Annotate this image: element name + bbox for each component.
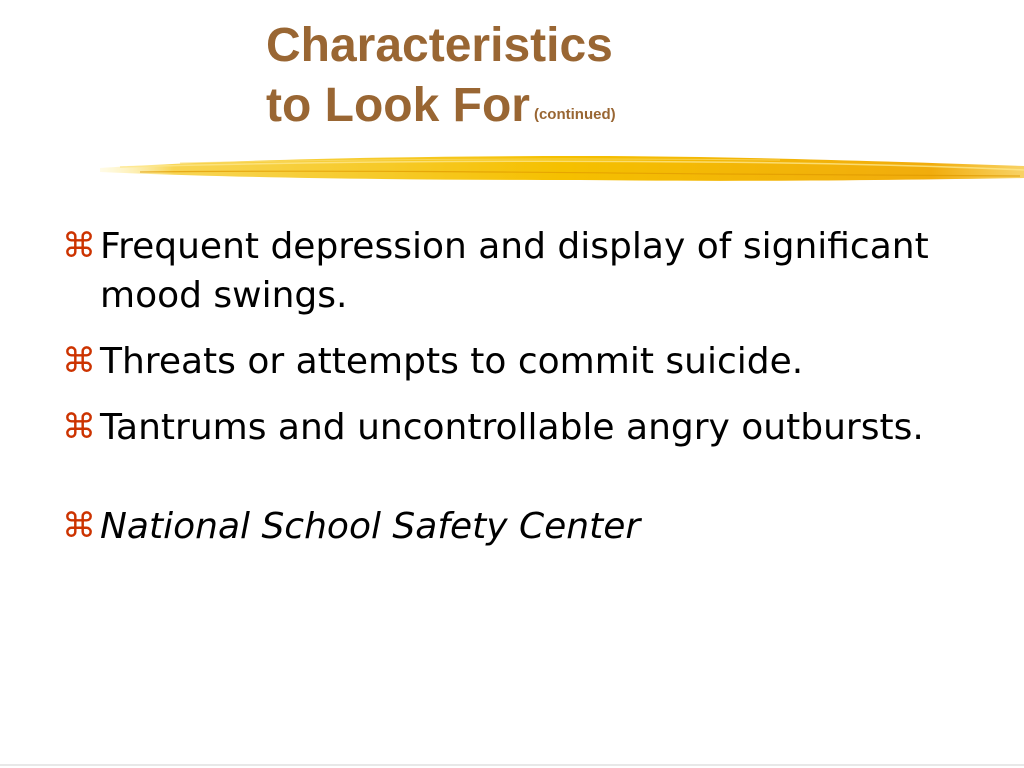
slide-title — [266, 16, 616, 147]
bullet-item — [62, 222, 962, 320]
title-line-2-text: to Look For — [266, 79, 530, 132]
title-line-1: Characteristics — [266, 19, 613, 72]
bullet-item — [62, 337, 962, 386]
bullet-item — [62, 403, 962, 452]
bullet-text: Frequent depression and display of significant mood swings. — [100, 226, 929, 316]
source-citation: National School Safety Center — [100, 506, 641, 547]
command-key-bullet-icon: ⌘ — [62, 506, 96, 546]
command-key-bullet-icon: ⌘ — [62, 226, 96, 266]
bottom-divider — [0, 764, 1024, 766]
bullet-text: Threats or attempts to commit suicide. — [100, 341, 804, 382]
bullet-text: Tantrums and uncontrollable angry outbursts. — [100, 407, 924, 448]
brush-stroke-divider — [100, 150, 1024, 190]
command-key-bullet-icon: ⌘ — [62, 407, 96, 447]
bullet-item-source — [62, 502, 962, 551]
title-line-2 — [266, 76, 616, 147]
bullet-list — [62, 222, 962, 568]
command-key-bullet-icon: ⌘ — [62, 341, 96, 381]
title-continued-note: (continued) — [533, 106, 616, 123]
